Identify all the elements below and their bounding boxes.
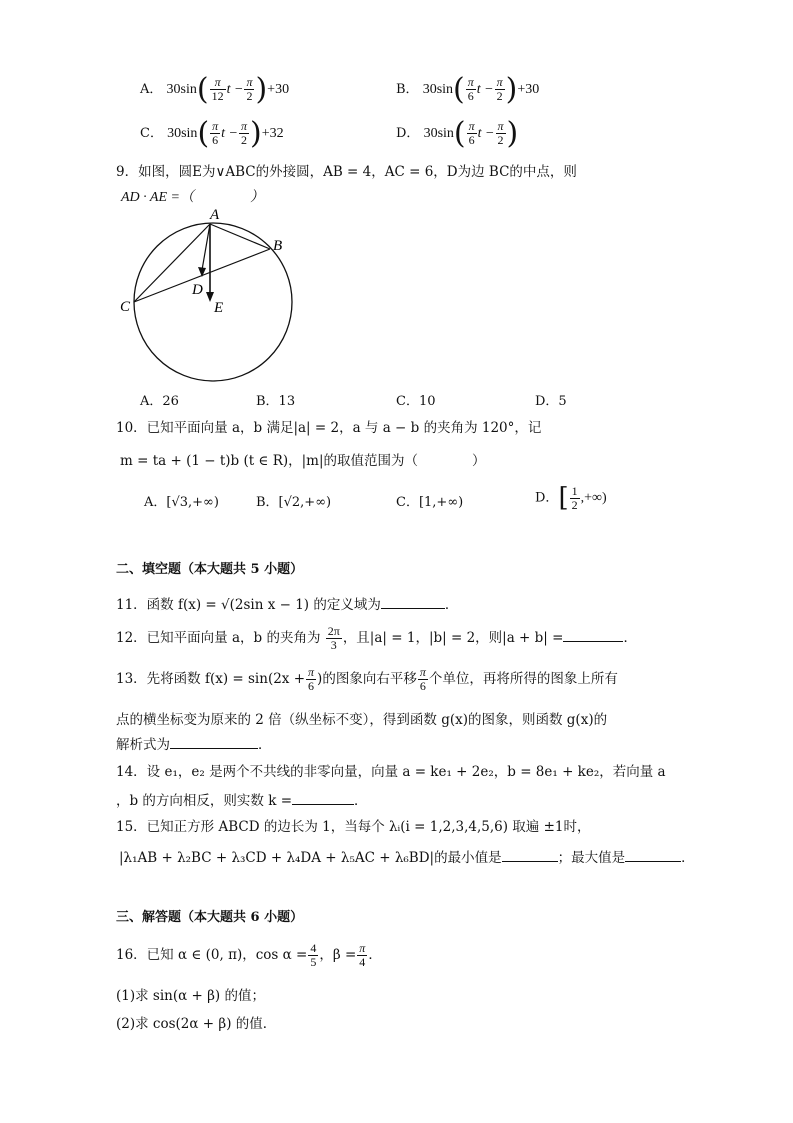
answer-blank [381,596,445,609]
q15-line2: |λ₁AB + λ₂BC + λ₃CD + λ₄DA + λ₅AC + λ₆BD|的最小值是 ；最大值是 ． [119,850,695,866]
q11-text: 11．函数 f(x) = √(2sin x − 1) 的定义域为 [116,597,381,613]
label-b: B [273,238,283,254]
q13-line3: 解析式为 ． [116,737,272,753]
q9-option-b: B．13 [256,394,296,409]
q9-stem: 9．如图，圆E为∨ABC的外接圆，AB = 4，AC = 6，D为边 BC的中点，则 [116,164,577,180]
answer-blank [170,736,258,749]
option-label: A． [140,82,163,97]
q8-option-d: D． 30sin( $\frac{\pi}{6}$ t − $\frac{\pi}{2}$ ) [396,116,519,151]
q9-option-a: A．26 [140,394,179,409]
q8-option-a: A． 30sin( $\frac{\pi}{12}$ t − $\frac{\pi}{2}$ )+30 [140,72,290,107]
q14-line1: 14．设 e₁，e₂ 是两个不共线的非零向量，向量 a = ke₁ + 2e₂，b = 8e₁ + ke₂，若向量 a [116,764,666,780]
q13-line1: 13．先将函数 f(x) = sin(2x + $\frac{\pi}{6}$ )的图象向右平移 $\frac{\pi}{6}$ 个单位，再将所得的图象上所有 [116,665,618,693]
label-d: D [192,282,203,298]
q8-option-b: B． 30sin( $\frac{\pi}{6}$ t − $\frac{\pi}{2}$ )+30 [396,72,540,107]
circumcircle [134,223,292,381]
answer-blank [563,629,623,642]
answer-blank-min [502,849,558,862]
q10-line1: 10．已知平面向量 a，b 满足|a| = 2，a 与 a − b 的夹角为 120°，记 [116,420,542,436]
section-fill-in-title: 二、填空题（本大题共 5 小题） [116,562,304,577]
expr-prefix: 30sin [166,82,197,97]
label-e: E [214,300,224,316]
q15-line1: 15．已知正方形 ABCD 的边长为 1，当每个 λᵢ(i = 1,2,3,4,5,6) 取遍 ±1时， [116,819,591,835]
q10-option-d: D．[ $\frac{1}{2}$ ,+∞) [535,483,607,513]
answer-blank [292,792,354,805]
q9-option-d: D．5 [535,394,567,409]
q9-figure [110,200,310,390]
q12: 12．已知平面向量 a，b 的夹角为 $\frac{2\pi}{3}$ ，且|a| = 1，|b| = 2，则|a + b| = ． [116,624,637,652]
answer-blank-max [625,849,681,862]
q10-option-c: C．[1,+∞) [396,495,464,510]
q16-stem: 16．已知 α ∈ (0, π)，cos α = $\frac{4}{5}$ ，β = $\frac{\pi}{4}$ ． [116,941,382,969]
q9-option-c: C．10 [396,394,436,409]
q14-line2: ，b 的方向相反，则实数 k = ． [116,793,368,809]
q10-option-a: A．[√3,+∞) [144,495,219,510]
arrow-ae [206,292,214,302]
q16-part2: (2)求 cos(2α + β) 的值． [116,1016,277,1032]
label-c: C [120,299,131,315]
arrow-ad [198,267,206,277]
section-solve-title: 三、解答题（本大题共 6 小题） [116,910,304,925]
q8-option-c: C． 30sin( $\frac{\pi}{6}$ t − $\frac{\pi}{2}$ )+32 [140,116,284,151]
q11: 11．函数 f(x) = √(2sin x − 1) 的定义域为 ． [116,597,459,613]
q16-part1: (1)求 sin(α + β) 的值； [116,988,265,1004]
label-a: A [210,207,220,223]
q9-expr: AD · AE =（ ） [121,190,264,205]
q13-line2: 点的横坐标变为原来的 2 倍（纵坐标不变），得到函数 g(x)的图象，则函数 g(x)的 [116,712,608,728]
q10-line2: m = ta + (1 − t)b (t ∈ R)，|m|的取值范围为（ ） [120,453,486,469]
q10-option-b: B．[√2,+∞) [256,495,332,510]
